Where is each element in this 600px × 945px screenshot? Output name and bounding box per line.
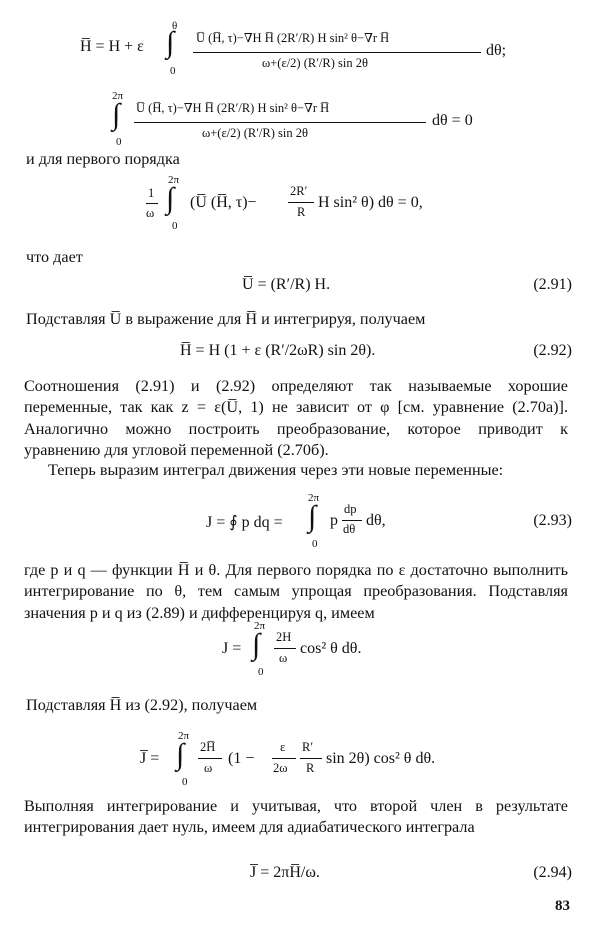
eq8-lower-limit: 0 <box>182 776 188 788</box>
equation-number: (2.92) <box>533 342 572 359</box>
eq6-frac-denominator: dθ <box>343 522 356 536</box>
equation-2-94: J̅ = 2πH̅/ω. <box>250 864 320 881</box>
eq8-frac1-bar <box>198 758 222 759</box>
eq3-body-b: H sin² θ) dθ = 0, <box>318 194 423 211</box>
eq3-coef-bar <box>146 203 158 204</box>
integral-sign: ∫ <box>166 26 175 59</box>
eq1-lower-limit: 0 <box>170 65 176 77</box>
eq7-frac-numerator: 2H <box>276 630 292 644</box>
text-line: что дает <box>26 248 83 266</box>
page-number: 83 <box>555 898 570 914</box>
equation-number: (2.93) <box>533 512 572 529</box>
eq3-upper-limit: 2π <box>168 174 180 186</box>
eq8-frac1-denominator: ω <box>204 761 213 775</box>
eq2-denominator: ω+(ε/2) (R′/R) sin 2θ <box>202 126 308 140</box>
eq1-denominator: ω+(ε/2) (R′/R) sin 2θ <box>262 56 368 70</box>
integral-sign: ∫ <box>308 500 317 533</box>
equation-number: (2.94) <box>533 864 572 881</box>
eq6-upper-limit: 2π <box>308 492 320 504</box>
eq8-paren-b: sin 2θ) cos² θ dθ. <box>326 750 436 767</box>
paragraph: где p и q — функции H̅ и θ. Для первого порядка по ε достаточно выполнить интегрирование по θ, тем самым упрощая преобразования. Подставляя значения p и q из (2.89) и дифференцируя q, имеем <box>24 561 568 622</box>
eq6-lower-limit: 0 <box>312 538 318 550</box>
eq3-coef-denominator: ω <box>146 206 155 220</box>
text-line: и для первого порядка <box>26 150 180 168</box>
eq7-lhs: J = <box>222 640 242 657</box>
eq6-tail: dθ, <box>366 512 386 529</box>
eq6-frac-bar <box>342 520 362 521</box>
eq8-paren-a: (1 − <box>228 750 255 767</box>
eq6-lhs: J = ∮ p dq = <box>206 514 283 531</box>
eq1-fraction-bar <box>193 52 481 53</box>
integral-sign: ∫ <box>112 98 121 131</box>
eq7-frac-bar <box>274 648 296 649</box>
eq3-body-a: (U̅ (H̅, τ)− <box>190 194 257 211</box>
equation-2-91: U̅ = (R′/R) H. <box>242 276 331 293</box>
integral-sign: ∫ <box>252 628 261 661</box>
eq3-lower-limit: 0 <box>172 220 178 232</box>
eq8-frac3-bar <box>300 758 322 759</box>
integral-sign: ∫ <box>176 738 185 771</box>
eq8-frac2-numerator: ε <box>280 740 286 754</box>
integral-sign: ∫ <box>166 182 175 215</box>
eq3-frac-numerator: 2R′ <box>290 184 308 198</box>
eq1-numerator: U̅ (H̅, τ)−∇H H̅ (2R′/R) H sin² θ−∇r H̅ <box>196 31 390 45</box>
eq8-frac1-numerator: 2H̅ <box>200 740 216 754</box>
equation-2-92: H̅ = H (1 + ε (R′/2ωR) sin 2θ). <box>180 342 376 359</box>
eq2-upper-limit: 2π <box>112 90 124 102</box>
eq7-upper-limit: 2π <box>254 620 266 632</box>
eq7-frac-denominator: ω <box>279 651 288 665</box>
paragraph: Выполняя интегрирование и учитывая, что второй член в результате интегрирования дает нуль, имеем для адиабатического интеграла <box>24 797 568 837</box>
paragraph: Соотношения (2.91) и (2.92) определяют так называемые хорошие переменные, так как z = ε(U̅, 1) не зависит от φ [см. уравнение (2.70а)]. Аналогично можно построить преобразование, которое приводит к уравнению для угловой переменной (2.70б). <box>24 377 568 460</box>
eq8-frac3-denominator: R <box>306 761 315 775</box>
eq8-frac3-numerator: R′ <box>302 740 314 754</box>
eq6-frac-numerator: dp <box>344 502 357 516</box>
eq2-fraction-bar <box>134 122 426 123</box>
eq7-lower-limit: 0 <box>258 666 264 678</box>
eq3-frac-denominator: R <box>297 205 306 219</box>
eq8-upper-limit: 2π <box>178 730 190 742</box>
eq1-lhs: H̅ = H + ε <box>80 38 144 55</box>
paragraph: Теперь выразим интеграл движения через эти новые переменные: <box>48 461 504 479</box>
eq6-mid: p <box>330 512 338 529</box>
eq8-frac2-bar <box>272 758 296 759</box>
eq1-tail: dθ; <box>486 42 507 59</box>
eq2-tail: dθ = 0 <box>432 112 473 129</box>
eq8-lhs: J̅ = <box>140 750 160 767</box>
eq3-coef-numerator: 1 <box>148 186 155 200</box>
equation-number: (2.91) <box>533 276 572 293</box>
text-line: Подставляя U̅ в выражение для H̅ и интегрируя, получаем <box>26 310 426 328</box>
text-line: Подставляя H̅ из (2.92), получаем <box>26 696 258 714</box>
eq7-tail: cos² θ dθ. <box>300 640 362 657</box>
eq1-upper-limit: θ <box>172 20 178 32</box>
eq2-numerator: U̅ (H̅, τ)−∇H H̅ (2R′/R) H sin² θ−∇r H̅ <box>136 101 330 115</box>
eq2-lower-limit: 0 <box>116 136 122 148</box>
eq8-frac2-denominator: 2ω <box>273 761 288 775</box>
eq3-frac-bar <box>288 202 314 203</box>
